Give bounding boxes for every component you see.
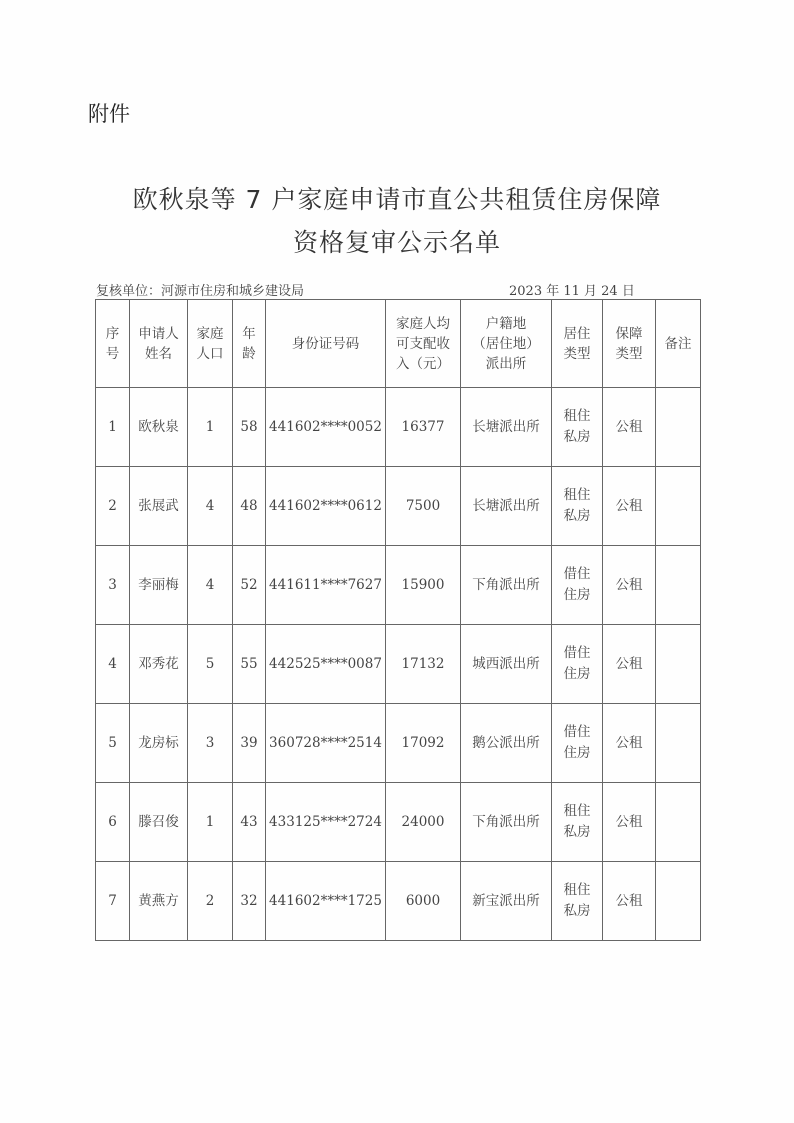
cell-no: 1 (96, 388, 130, 467)
cell-no: 6 (96, 783, 130, 862)
cell-station: 长塘派出所 (461, 388, 552, 467)
cell-residence (552, 467, 603, 546)
header-text: 户籍地 (485, 315, 527, 332)
cell-guarantee: 公租 (603, 862, 656, 941)
header-text: 保障 (615, 325, 643, 342)
residence-text: 借住 (563, 724, 591, 740)
cell-household: 2 (188, 862, 233, 941)
header-col-income (386, 300, 461, 388)
cell-income: 6000 (386, 862, 461, 941)
applicant-table (95, 299, 701, 941)
cell-residence (552, 783, 603, 862)
cell-residence (552, 546, 603, 625)
header-col-no (96, 300, 130, 388)
header-text: 可支配收 (396, 335, 450, 352)
attachment-label: 附件 (88, 102, 130, 126)
header-text: 家庭 (196, 325, 224, 342)
header-text: （居住地） (472, 335, 540, 352)
cell-age: 39 (233, 704, 266, 783)
residence-text: 借住 (563, 645, 591, 661)
cell-guarantee: 公租 (603, 546, 656, 625)
publish-date: 2023 年 11 月 24 日 (509, 284, 635, 299)
header-text: 备注 (664, 335, 692, 352)
cell-note (656, 862, 701, 941)
header-text: 人口 (196, 345, 224, 362)
cell-residence (552, 388, 603, 467)
cell-residence (552, 704, 603, 783)
cell-income: 24000 (386, 783, 461, 862)
cell-household: 5 (188, 625, 233, 704)
cell-household: 3 (188, 704, 233, 783)
header-text: 家庭人均 (396, 315, 450, 332)
cell-name: 滕召俊 (130, 783, 188, 862)
cell-id: 433125****2724 (266, 783, 386, 862)
residence-text: 住房 (563, 666, 591, 682)
cell-income: 16377 (386, 388, 461, 467)
cell-id: 441602****0052 (266, 388, 386, 467)
cell-household: 1 (188, 783, 233, 862)
document-title-line2: 资格复审公示名单 (292, 228, 501, 257)
cell-income: 17132 (386, 625, 461, 704)
table-row (96, 546, 701, 625)
cell-age: 52 (233, 546, 266, 625)
cell-id: 441602****1725 (266, 862, 386, 941)
cell-age: 55 (233, 625, 266, 704)
table-row (96, 467, 701, 546)
header-text: 申请人 (138, 325, 179, 342)
cell-station: 下角派出所 (461, 546, 552, 625)
residence-text: 租住 (563, 882, 591, 898)
header-col-age (233, 300, 266, 388)
cell-residence (552, 625, 603, 704)
cell-guarantee: 公租 (603, 467, 656, 546)
table-body (96, 388, 701, 941)
cell-no: 7 (96, 862, 130, 941)
cell-income: 17092 (386, 704, 461, 783)
cell-station: 城西派出所 (461, 625, 552, 704)
table-row (96, 862, 701, 941)
header-col-guarantee (603, 300, 656, 388)
cell-no: 2 (96, 467, 130, 546)
residence-text: 租住 (563, 408, 591, 424)
cell-id: 442525****0087 (266, 625, 386, 704)
header-text: 号 (105, 345, 120, 362)
cell-age: 48 (233, 467, 266, 546)
cell-station: 鹅公派出所 (461, 704, 552, 783)
residence-text: 租住 (563, 803, 591, 819)
cell-no: 3 (96, 546, 130, 625)
cell-income: 7500 (386, 467, 461, 546)
residence-text: 住房 (563, 587, 591, 603)
cell-no: 5 (96, 704, 130, 783)
cell-name: 张展武 (130, 467, 188, 546)
cell-guarantee: 公租 (603, 783, 656, 862)
cell-note (656, 783, 701, 862)
cell-note (656, 625, 701, 704)
cell-note (656, 704, 701, 783)
reviewer-unit: 复核单位：河源市住房和城乡建设局 (96, 284, 305, 299)
cell-station: 新宝派出所 (461, 862, 552, 941)
cell-guarantee: 公租 (603, 388, 656, 467)
table-row (96, 783, 701, 862)
header-text: 派出所 (485, 355, 527, 372)
header-col-name (130, 300, 188, 388)
cell-age: 43 (233, 783, 266, 862)
cell-name: 龙房标 (130, 704, 188, 783)
cell-household: 4 (188, 467, 233, 546)
cell-age: 58 (233, 388, 266, 467)
cell-income: 15900 (386, 546, 461, 625)
cell-name: 李丽梅 (130, 546, 188, 625)
residence-text: 私房 (563, 429, 591, 445)
cell-station: 下角派出所 (461, 783, 552, 862)
header-text: 类型 (615, 345, 643, 362)
cell-note (656, 388, 701, 467)
cell-name: 黄燕方 (130, 862, 188, 941)
residence-text: 私房 (563, 508, 591, 524)
header-col-note (656, 300, 701, 388)
cell-name: 欧秋泉 (130, 388, 188, 467)
cell-household: 4 (188, 546, 233, 625)
residence-text: 私房 (563, 903, 591, 919)
cell-guarantee: 公租 (603, 704, 656, 783)
cell-note (656, 467, 701, 546)
residence-text: 借住 (563, 566, 591, 582)
header-col-station (461, 300, 552, 388)
header-col-id (266, 300, 386, 388)
cell-residence (552, 862, 603, 941)
header-text: 龄 (242, 345, 256, 362)
cell-age: 32 (233, 862, 266, 941)
residence-text: 住房 (563, 745, 591, 761)
header-col-household (188, 300, 233, 388)
cell-guarantee: 公租 (603, 625, 656, 704)
header-text: 年 (242, 325, 256, 342)
header-text: 居住 (563, 325, 591, 342)
header-col-residence (552, 300, 603, 388)
residence-text: 私房 (563, 824, 591, 840)
cell-name: 邓秀花 (130, 625, 188, 704)
header-text: 入（元） (396, 355, 450, 372)
table-row (96, 704, 701, 783)
header-text: 姓名 (145, 345, 172, 362)
document-title-line1: 欧秋泉等 7 户家庭申请市直公共租赁住房保障 (132, 185, 662, 214)
cell-note (656, 546, 701, 625)
header-text: 类型 (563, 345, 591, 362)
cell-id: 441602****0612 (266, 467, 386, 546)
cell-id: 360728****2514 (266, 704, 386, 783)
header-text: 身份证号码 (291, 335, 360, 352)
cell-station: 长塘派出所 (461, 467, 552, 546)
cell-id: 441611****7627 (266, 546, 386, 625)
residence-text: 租住 (563, 487, 591, 503)
cell-household: 1 (188, 388, 233, 467)
table-row (96, 625, 701, 704)
table-header-row (96, 300, 701, 388)
header-text: 序 (105, 325, 120, 342)
cell-no: 4 (96, 625, 130, 704)
table-row (96, 388, 701, 467)
